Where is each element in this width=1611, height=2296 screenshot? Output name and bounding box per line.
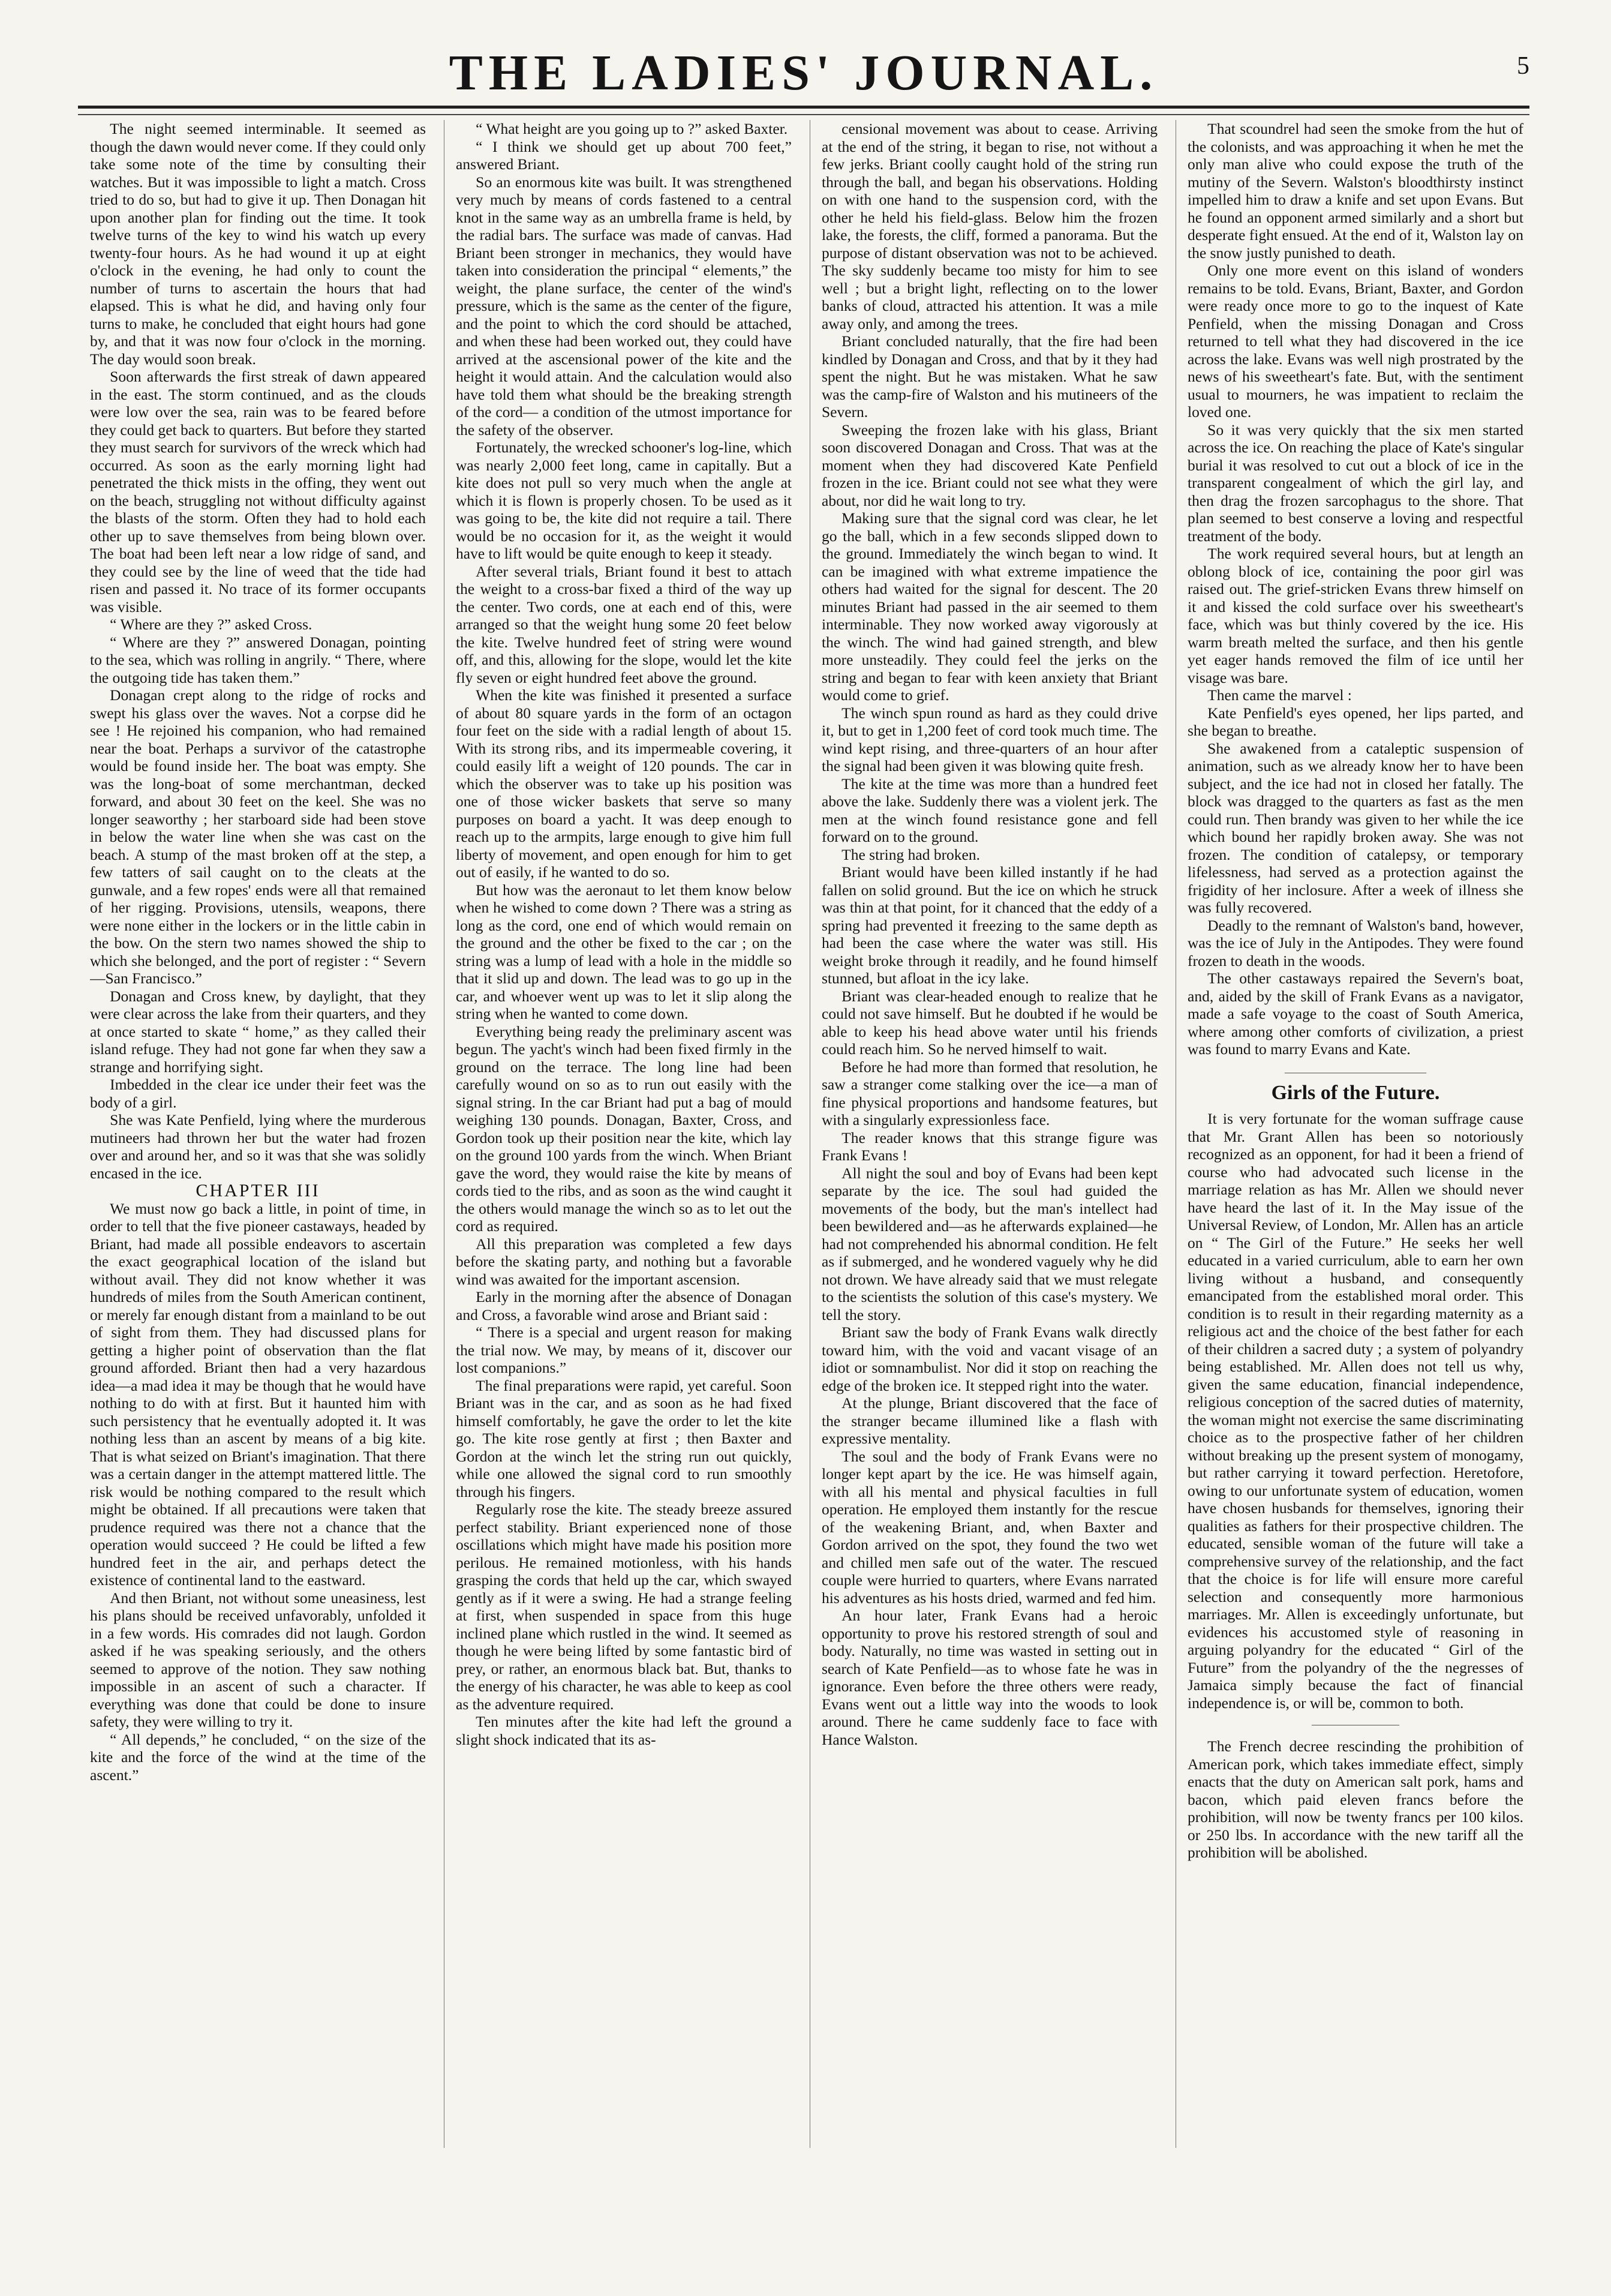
paragraph: So it was very quickly that the six men started across the ice. On reaching the place of Kate's singular burial it was resolved to cut out a block of ice in the transparent congealment of which the girl lay, and then drag the frozen sarcophagus to the shore. That plan seemed to best conserve a loving and respectful treatment of the body.: [1188, 421, 1523, 545]
paragraph: Making sure that the signal cord was clear, he let go the ball, which in a few seconds slipped down to the ground. Immediately the winch began to wind. It can be imagined with what extreme impatience the others had waited for the signal for descent. The 20 minutes Briant had passed in the air seemed to them interminable. They now worked away vigorously at the winch. The wind had gained strength, and blew more unsteadily. They could feel the jerks on the string and began to fear with keen anxiety that Briant would come to grief.: [822, 509, 1158, 704]
paragraph: After several trials, Briant found it best to attach the weight to a cross-bar fixed a third of the way up the center. Two cords, one at each end of this, were arranged so that the weight hung some 20 feet below the kite. Twelve hundred feet of string were wound off, and this, allowing for the slope, would let the kite fly seven or eight hundred feet above the ground.: [456, 562, 792, 686]
column-2: [456, 120, 792, 2148]
paragraph: “ Where are they ?” answered Donagan, pointing to the sea, which was rolling in angrily. “ There, where the outgoing tide has taken them.”: [90, 633, 426, 686]
paragraph: She awakened from a cataleptic suspension of animation, such as we already know her to have been subject, and the ice had not in closed her fatally. The block was dragged to the quarters as fast as the men could run. Then brandy was given to her while the ice which bound her rapidly broken away. She was not frozen. The condition of catalepsy, or temporary lifelessness, had served as a protection against the frigidity of her inclosure. After a week of illness she was fully recovered.: [1188, 739, 1523, 916]
paragraph: The soul and the body of Frank Evans were no longer kept apart by the ice. He was himself again, with all his mental and physical faculties in full operation. He employed them instantly for the rescue of the weakening Briant, and, when Baxter and Gordon arrived on the spot, they found the two wet and chilled men safe out of the water. The rescued couple were hurried to quarters, where Evans narrated his adventures as his hosts dried, warmed and fed him.: [822, 1447, 1158, 1607]
paragraph: Regularly rose the kite. The steady breeze assured perfect stability. Briant experienced none of those oscillations which might have made his position more perilous. He remained motionless, with his hands grasping the cords that held up the car, which swayed gently as if it were a swing. He had a strange feeling at first, when suspended in space from this huge inclined plane which rustled in the wind. It seemed as though he were being lifted by some fantastic bird of prey, or rather, an enormous black bat. But, thanks to the energy of his character, he was able to keep as cool as the adventure required.: [456, 1500, 792, 1713]
paragraph: Everything being ready the preliminary ascent was begun. The yacht's winch had been fixed firmly in the ground on the terrace. The long line had been carefully wound on so as to run out easily with the signal string. In the car Briant had put a bag of mould weighing 130 pounds. Donagan, Baxter, Cross, and Gordon took up their position near the kite, which lay on the ground 100 yards from the winch. When Briant gave the word, they would raise the kite by means of cords tied to the ribs, and as soon as the wind caught it the others would manage the winch so as to let out the cord as required.: [456, 1022, 792, 1235]
paragraph: Imbedded in the clear ice under their feet was the body of a girl.: [90, 1076, 426, 1111]
paragraph: The other castaways repaired the Severn's boat, and, aided by the skill of Frank Evans as a navigator, made a safe voyage to the coast of South America, where among other comforts of civilization, a priest was found to marry Evans and Kate.: [1188, 970, 1523, 1058]
paragraph: The kite at the time was more than a hundred feet above the lake. Suddenly there was a violent jerk. The men at the winch found resistance gone and fell forward on to the ground.: [822, 775, 1158, 845]
paragraph: We must now go back a little, in point of time, in order to tell that the five pioneer castaways, headed by Briant, had made all possible endeavors to ascertain the exact geographical location of the island but without avail. They did not know whether it was hundreds of miles from the South American continent, or merely far enough distant from a mainland to be out of sight from them. They had discussed plans for getting a higher point of observation than the flat ground afforded. Briant then had a very hazardous idea—a mad idea it may be though that he would have nothing to do with at first. But it haunted him with such persistency that he eventually adopted it. It was nothing less than an ascent by means of a big kite. That is what seized on Briant's imagination. That there was a certain danger in the attempt mattered little. The risk would be nothing compared to the result which might be obtained. If all precautions were taken that prudence required was there not a chance that the operation would succeed ? He could be lifted a few hundred feet in the air, and perhaps detect the existence of continental land to the eastward.: [90, 1199, 426, 1589]
paragraph: Briant concluded naturally, that the fire had been kindled by Donagan and Cross, and that by it they had spent the night. But he was mistaken. What he saw was the camp-fire of Walston and his mutineers of the Severn.: [822, 332, 1158, 421]
paragraph: Then came the marvel :: [1207, 686, 1352, 704]
paragraph: The winch spun round as hard as they could drive it, but to get in 1,200 feet of cord took much time. The wind kept rising, and three-quarters of an hour after the signal had been given it was blowing quite fresh.: [822, 704, 1158, 775]
paragraph: She was Kate Penfield, lying where the murderous mutineers had thrown her but the water had frozen over and around her, and so it was that she was solidly encased in the ice.: [90, 1111, 426, 1182]
paragraph: Early in the morning after the absence of Donagan and Cross, a favorable wind arose and Briant said :: [456, 1288, 792, 1323]
paragraph: Deadly to the remnant of Walston's band, however, was the ice of July in the Antipodes. They were found frozen to death in the woods.: [1188, 916, 1523, 970]
paragraph: The string had broken.: [841, 845, 980, 863]
paragraph: The night seemed interminable. It seemed as though the dawn would never come. If they could only take some note of the time by consulting their watches. But it was impossible to light a match. Cross tried to do so, but had to give it up. Then Donagan hit upon another plan for finding out the time. It took twelve turns of the key to wind his watch up every twenty-four hours. As he had wound it up at eight o'clock in the evening, he had only to count the number of turns to ascertain the hours that had elapsed. This is what he did, and having only four turns to make, he concluded that eight hours had gone by, and that it was now four o'clock in the morning. The day would soon break.: [90, 120, 426, 368]
paragraph: Fortunately, the wrecked schooner's log-line, which was nearly 2,000 feet long, came in capitally. But a kite does not pull so very much when the angle at which it is flown is properly chosen. To be used as it was going to be, the kite did not require a tail. There would be no occasion for it, as the weight it would have to lift would be quite enough to keep it steady.: [456, 439, 792, 562]
paragraph: Briant saw the body of Frank Evans walk directly toward him, with the void and vacant visage of an idiot or somnambulist. Nor did it stop on reaching the edge of the broken ice. It stepped right into the water.: [822, 1323, 1158, 1394]
paragraph: But how was the aeronaut to let them know below when he wished to come down ? There was a string as long as the cord, one end of which would remain on the ground and the other be fixed to the car ; on the string was a lump of lead with a hole in the middle so that it slid up and down. The lead was to go up in the car, and whoever went up was to let it slip along the string when he wanted to come down.: [456, 881, 792, 1022]
page-number: 5: [1517, 52, 1529, 80]
paragraph: “ There is a special and urgent reason for making the trial now. We may, by means of it, discover our lost companions.”: [456, 1323, 792, 1376]
column-1: [90, 120, 426, 2148]
paragraph: So an enormous kite was built. It was strengthened very much by means of cords fastened to a central knot in the same way as an umbrella frame is held, by the radial bars. The surface was made of canvas. Had Briant been stronger in mechanics, they would have taken into consideration the principal “ elements,” the weight, the plane surface, the center of the wind's pressure, which is the same as the center of the figure, and the point to which the cord should be attached, and when these had been worked out, they could have arrived at the ascensional power of the kite and the height it would attain. And the calculation would also have told them what should be the breaking strength of the cord— a condition of the utmost importance for the safety of the observer.: [456, 173, 792, 439]
paragraph: The reader knows that this strange figure was Frank Evans !: [822, 1129, 1158, 1164]
chapter-heading: CHAPTER III: [196, 1181, 320, 1200]
paragraph: Donagan crept along to the ridge of rocks and swept his glass over the waves. Not a corpse did he see ! He rejoined his companion, who had remained near the boat. Perhaps a survivor of the catastrophe would be found inside her. The boat was empty. She was the long-boat of some merchantman, decked forward, and about 30 feet on the keel. She was no longer seaworthy ; her starboard side had been stove in below the water line when she was cast on the beach. A stump of the mast broken off at the step, a few tatters of sail caught on to the cleats at the gunwale, and a few ropes' ends were all that remained of her rigging. Provisions, utensils, weapons, there were none either in the lockers or in the little cabin in the bow. On the stern two names showed the ship to which she belonged, and the port of register : “ Severn—San Francisco.”: [90, 686, 426, 987]
paragraph: “ Where are they ?” asked Cross.: [110, 616, 312, 633]
paragraph: Soon afterwards the first streak of dawn appeared in the east. The storm continued, and as the clouds were low over the sea, rain was to be feared before they could get back to quarters. But before they started they must search for survivors of the wreck which had occurred. As soon as the early morning light had penetrated the thick mists in the offing, they went out on the beach, struggling not without difficulty against the blasts of the storm. Often they had to hold each other up to save themselves from being blown over. The boat had been left near a low ridge of sand, and they could see by the line of weed that the tide had risen and passed it. No trace of its former occupants was visible.: [90, 368, 426, 616]
header-rule-thin: [78, 114, 1529, 115]
column-4: [1188, 120, 1523, 2148]
paragraph: The work required several hours, but at length an oblong block of ice, containing the poor girl was raised out. The grief-stricken Evans threw himself on it and kissed the cold surface over his sweetheart's face, which was but thinly covered by the ice. His warm breath melted the surface, and then his gentle yet eager hands removed the film of ice until her visage was bare.: [1188, 545, 1523, 686]
paragraph: “ All depends,” he concluded, “ on the size of the kite and the force of the wind at the time of the ascent.”: [90, 1730, 426, 1784]
paragraph: Sweeping the frozen lake with his glass, Briant soon discovered Donagan and Cross. That was at the moment when they had discovered Kate Penfield frozen in the ice. Briant could not see what they were about, nor did he wait long to try.: [822, 421, 1158, 509]
paragraph: At the plunge, Briant discovered that the face of the stranger became illumined like a flash with expressive mentality.: [822, 1394, 1158, 1447]
paragraph: Before he had more than formed that resolution, he saw a stranger come stalking over the ice—a man of fine physical proportions and handsome features, but with a singularly expressionless face.: [822, 1058, 1158, 1129]
column-3: [822, 120, 1158, 2148]
paragraph: Only one more event on this island of wonders remains to be told. Evans, Briant, Baxter, and Gordon were ready once more to go to the inquest of Kate Penfield, when the missing Donagan and Cross returned to tell what they had discovered in the ice across the lake. Evans was well nigh prostrated by the news of his sweetheart's fate. But, with the sentiment usual to mourners, he was impatient to reclaim the loved one.: [1188, 262, 1523, 421]
paragraph: When the kite was finished it presented a surface of about 80 square yards in the form of an octagon four feet on the side with a radial length of about 15. With its strong ribs, and its impermeable covering, it could easily lift a weight of 120 pounds. The car in which the observer was to take up his position was one of those wicker baskets that serve so many purposes on board a yacht. It was deep enough to reach up to the armpits, large enough to give him full liberty of movement, and open enough for him to get out of easily, if he wanted to do so.: [456, 686, 792, 881]
paragraph: All this preparation was completed a few days before the skating party, and nothing but a favorable wind was awaited for the important ascension.: [456, 1235, 792, 1288]
page-header: [78, 43, 1529, 103]
paragraph: It is very fortunate for the woman suffrage cause that Mr. Grant Allen has been so notoriously recognized as an opponent, for had it been a friend of course who had advocated such license in the marriage relation as has Mr. Allen we should never have heard the last of it. In the May issue of the Universal Review, of London, Mr. Allen has an article on “ The Girl of the Future.” He seeks her well educated in a varied curriculum, able to earn her own living without a husband, and consequently emancipated from the established moral order. This condition is to result in their regarding maternity as a religious act and the choice of the best father for each of their children a sacred duty ; a system of polyandry being established. Mr. Allen does not tell us why, given the same education, financial independence, religious conception of the sacred duties of maternity, the woman might not exercise the same discriminating choice as to the prospective father of her children without breaking up the present system of monogamy, but rather carrying it toward perfection. Heretofore, owing to our unfortunate system of education, women have chosen husbands for themselves, ignoring their qualities as fathers for their prospective children. The educated, sensible woman of the future will take a comprehensive survey of the relationship, and the fact that the choice is for life will ensure more careful selection and consequently more harmonious marriages. Mr. Allen is exceedingly unfortunate, but evidences his accustomed style of reasoning in arguing polyandry for the educated “ Girl of the Future” from the polyandry of the the negresses of Jamaica simply because the fact of financial independence is, or will be, common to both.: [1188, 1110, 1523, 1712]
header-rule: [78, 106, 1529, 109]
paragraph: “ What height are you going up to ?” asked Baxter.: [476, 120, 788, 137]
paragraph: That scoundrel had seen the smoke from the hut of the colonists, and was approaching it when he met the only man alive who could expose the truth of the mutiny of the Severn. Walston's bloodthirsty instinct impelled him to draw a knife and set upon Evans. But he found an opponent armed similarly and a short but desperate fight ensued. At the end of it, Walston lay on the snow justly punished to death.: [1188, 120, 1523, 262]
paragraph: An hour later, Frank Evans had a heroic opportunity to prove his restored strength of soul and body. Naturally, no time was wasted in setting out in search of Kate Penfield—as to whose fate he was in ignorance. Even before the three others were ready, Evans went out a little way into the woods to look around. There he came suddenly face to face with Hance Walston.: [822, 1607, 1158, 1748]
paragraph: Ten minutes after the kite had left the ground a slight shock indicated that its as-: [456, 1713, 792, 1748]
paragraph: The final preparations were rapid, yet careful. Soon Briant was in the car, and as soon as he had fixed himself comfortably, he gave the order to let the kite go. The kite rose gently at first ; then Baxter and Gordon at the winch let the string run out quickly, while one allowed the signal cord to run smoothly through his fingers.: [456, 1376, 792, 1500]
paragraph: And then Briant, not without some uneasiness, lest his plans should be received unfavorably, unfolded it in a few words. His comrades did not laugh. Gordon asked if he was speaking seriously, and the others seemed to approve of the notion. They saw nothing impossible in an ascent of such a character. If everything was done that could be done to insure safety, they were willing to try it.: [90, 1589, 426, 1730]
masthead: THE LADIES' JOURNAL.: [449, 45, 1159, 101]
paragraph: Briant was clear-headed enough to realize that he could not save himself. But he doubted if he would be able to keep his head above water until his friends could reach him. So he nerved himself to wait.: [822, 987, 1158, 1058]
paragraph: “ I think we should get up about 700 feet,” answered Briant.: [456, 137, 792, 173]
paragraph: The French decree rescinding the prohibition of American pork, which takes immediate effect, simply enacts that the duty on American salt pork, hams and bacon, which paid eleven francs before the prohibition, will now be twenty francs per 100 kilos. or 250 lbs. In accordance with the new tariff all the prohibition will be abolished.: [1188, 1737, 1523, 1861]
paragraph: Briant would have been killed instantly if he had fallen on solid ground. But the ice on which he struck was thin at that point, for it chanced that the eddy of a spring had prevented it freezing to the same depth as had been the case where the water was still. His weight broke through it readily, and he found himself stunned, but afloat in the icy lake.: [822, 863, 1158, 987]
paragraph: Kate Penfield's eyes opened, her lips parted, and she began to breathe.: [1188, 704, 1523, 739]
section-title: Girls of the Future.: [1271, 1081, 1440, 1104]
paragraph: Donagan and Cross knew, by daylight, that they were clear across the lake from their quarters, and they at once started to skate “ home,” as they called their island refuge. They had not gone far when they saw a strange and horrifying sight.: [90, 987, 426, 1076]
paragraph: All night the soul and boy of Evans had been kept separate by the ice. The soul had guided the movements of the body, but the man's intellect had been bewildered and—as he afterwards explained—he had not comprehended his abnormal condition. He felt as if submerged, and he wondered vaguely why he did not drown. We have already said that we must relegate to the scientists the solution of this case's mystery. We tell the story.: [822, 1164, 1158, 1323]
paragraph: censional movement was about to cease. Arriving at the end of the string, it began to rise, not without a few jerks. Briant coolly caught hold of the string run through the ball, and began his observations. Holding on with one hand to the suspension cord, with the other he held his field-glass. Below him the frozen lake, the forests, the cliff, formed a panorama. But the purpose of distant observation was not to be achieved. The sky suddenly became too misty for him to see well ; but a bright light, reflecting on to the lower banks of cloud, attracted his attention. It was a mile away only, and among the trees.: [822, 120, 1158, 332]
